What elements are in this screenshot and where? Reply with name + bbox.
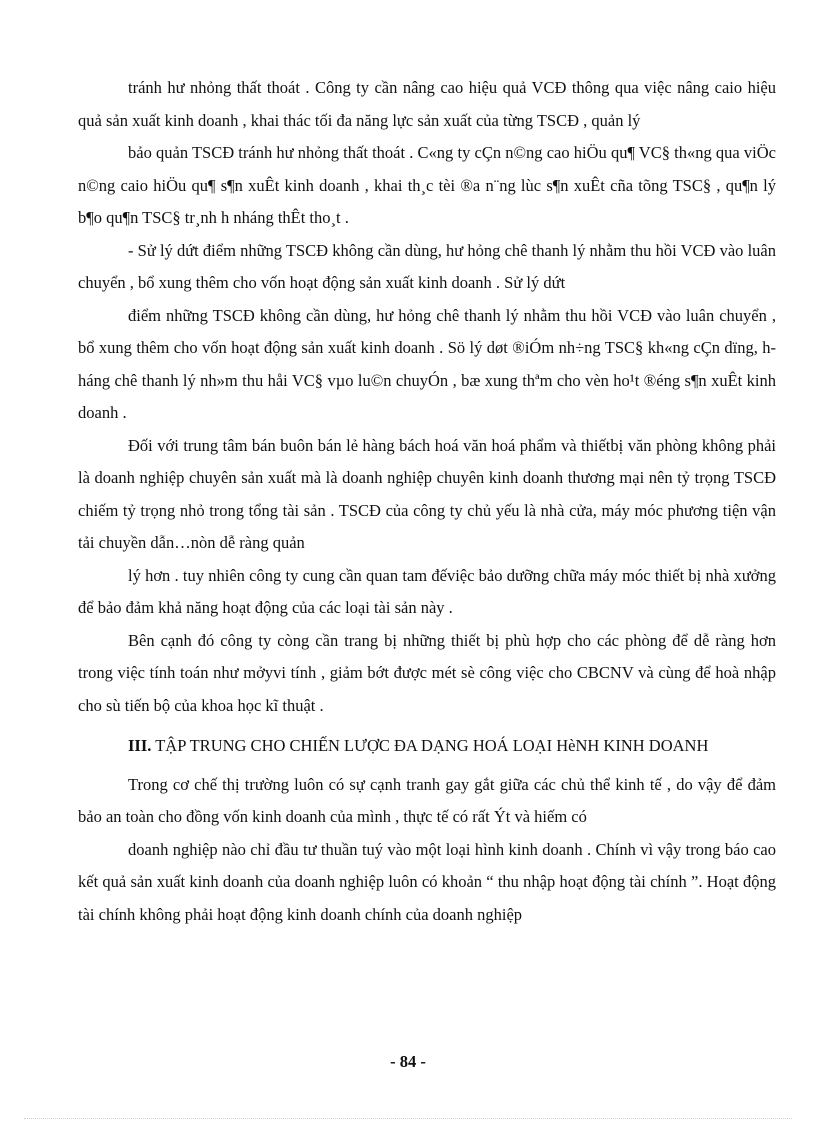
section-heading — [78, 730, 776, 763]
paragraph: Trong cơ chế thị trường luôn có sự cạnh tranh gay gắt giữa các chủ thể kinh tế , do vậy để đảm bảo an toàn cho đồng vốn kinh doanh của mình , thực tế có rất Ýt và hiếm có — [78, 774, 776, 826]
paragraph: Bên cạnh đó công ty còng cần trang bị những thiết bị phù hợp cho các phòng để dễ ràng hơn trong việc tính toán như mởyvi tính , giảm bớt được mét sè công việc cho CBCNV và cùng để hoà nhập cho sù tiến bộ của khoa học kĩ thuật . — [78, 630, 776, 715]
paragraph: bảo quản TSCĐ tránh hư nhỏng thất thoát . C«ng ty cÇn n©ng cao hiÖu qu¶ VC§ th«ng qua viÖc n©ng caio hiÖu qu¶ s¶n xuÊt kinh doanh , khai th¸c tèi ®a n¨ng lùc s¶n xuÊt cña tõng TSC§ , qu¶n lý b¶o qu¶n TSC§ tr¸nh h nháng thÊt tho¸t . — [78, 143, 776, 227]
paragraph: Đối với trung tâm bán buôn bán lẻ hàng bách hoá văn hoá phẩm và thiếtbị văn phòng không phải là doanh nghiệp chuyên sản xuất mà là doanh nghiệp chuyên kinh doanh thương mại nên tỷ trọng TSCĐ chiếm tỷ trọng nhỏ trong tổng tài sản . TSCĐ của công ty chủ yếu là nhà cửa, máy móc phương tiện vận tải chuyền dẫn…nòn dễ ràng quản — [78, 435, 776, 552]
paragraph: lý hơn . tuy nhiên công ty cung cần quan tam đếviệc bảo dưỡng chữa máy móc thiết bị nhà xưởng để bảo đảm khả năng hoạt động của các loại tài sản này . — [78, 565, 776, 617]
section-title: TẬP TRUNG CHO CHIẾN LƯỢC ĐA DẠNG HOÁ LOẠI HèNH KINH DOANH — [155, 736, 709, 755]
paragraph: - Sử lý dứt điểm những TSCĐ không cần dùng, hư hỏng chê thanh lý nhằm thu hồi VCĐ vào luân chuyển , bổ xung thêm cho vốn hoạt động sản xuất kinh doanh . Sử lý dứt — [78, 240, 776, 292]
section-number: III. — [128, 736, 152, 755]
document-body — [78, 72, 776, 931]
paragraph: điểm những TSCĐ không cần dùng, hư hỏng chê thanh lý nhằm thu hồi VCĐ vào luân chuyển , bổ xung thêm cho vốn hoạt động sản xuất kinh doanh . Sö lý døt ®iÓm nh÷ng TSC§ kh«ng cÇn dïng, h háng chê thanh lý nh»m thu håi VC§ vµo lu©n chuyÓn , bæ xung thªm cho vèn ho¹t ®éng s¶n xuÊt kinh doanh . — [78, 305, 776, 422]
paragraph: tránh hư nhỏng thất thoát . Công ty cần nâng cao hiệu quả VCĐ thông qua việc nâng caio hiệu quả sản xuất kinh doanh , khai thác tối đa năng lực sản xuất của từng TSCĐ , quản lý — [78, 78, 776, 130]
paragraph: doanh nghiệp nào chỉ đầu tư thuần tuý vào một loại hình kinh doanh . Chính vì vậy trong báo cao kết quả sản xuất kinh doanh của doanh nghiệp luôn có khoản “ thu nhập hoạt động tài chính ”. Hoạt động tài chính không phải hoạt động kinh doanh chính của doanh nghiệp — [78, 839, 776, 924]
page-bottom-divider — [24, 1118, 792, 1119]
page-number: - 84 - — [390, 1052, 426, 1071]
